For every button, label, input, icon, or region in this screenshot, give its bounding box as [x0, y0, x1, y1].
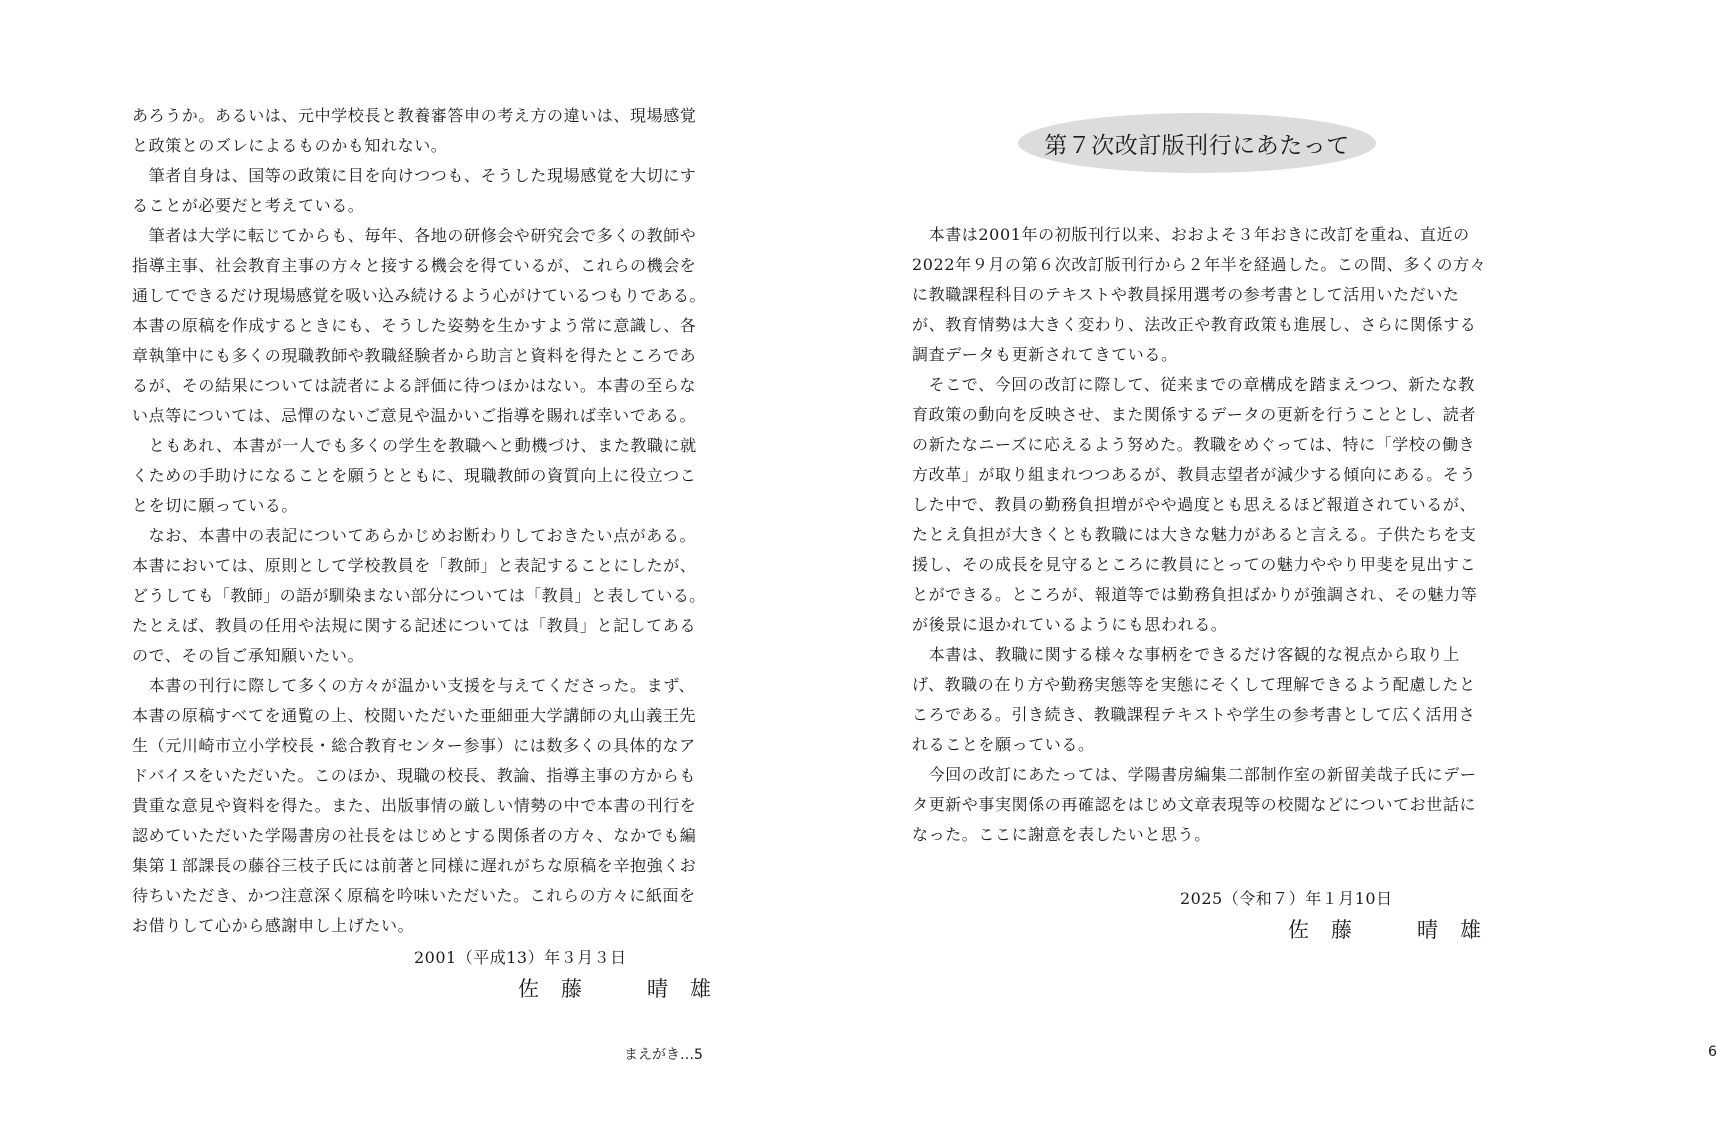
section-heading: 第７次改訂版刊行にあたって: [1044, 132, 1350, 159]
text-line: 本書においては、原則として学校教員を「教師」と表記することにしたが、: [132, 556, 697, 575]
text-line: そこで、今回の改訂に際して、従来までの章構成を踏まえつつ、新たな教: [912, 375, 1475, 394]
text-line: 章執筆中にも多くの現職教師や教職経験者から助言と資料を得たところであ: [132, 346, 697, 365]
text-line: 貴重な意見や資料を得た。また、出版事情の厳しい情勢の中で本書の刊行を: [132, 796, 697, 815]
text-line: ので、その旨ご承知願いたい。: [132, 646, 365, 665]
text-line: ることが必要だと考えている。: [132, 196, 365, 215]
text-line: 生（元川崎市立小学校長・総合教育センター参事）には数多くの具体的なア: [132, 736, 696, 755]
text-line: 調査データも更新されてきている。: [912, 345, 1178, 364]
right-page: [800, 0, 1717, 1130]
text-line: なお、本書中の表記についてあらかじめお断わりしておきたい点がある。: [132, 526, 697, 545]
text-line: 育政策の動向を反映させ、また関係するデータの更新を行うこととし、読者: [912, 405, 1476, 424]
text-line: お借りして心から感謝申し上げたい。: [132, 916, 415, 935]
text-line: 本書は2001年の初版刊行以来、おおよそ３年おきに改訂を重ね、直近の: [912, 225, 1470, 244]
text-line: が後景に退かれているようにも思われる。: [912, 615, 1228, 634]
text-line: 今回の改訂にあたっては、学陽書房編集二部制作室の新留美哉子氏にデー: [912, 765, 1477, 784]
text-line: 2022年９月の第６次改訂版刊行から２年半を経過した。この間、多くの方々: [912, 255, 1487, 274]
text-line: ともあれ、本書が一人でも多くの学生を教職へと動機づけ、また教職に就: [132, 436, 697, 455]
text-line: とを切に願っている。: [132, 496, 299, 515]
text-line: 本書の原稿すべてを通覧の上、校閲いただいた亜細亜大学講師の丸山義王先: [132, 706, 697, 725]
text-line: が、教育情勢は大きく変わり、法改正や教育政策も進展し、さらに関係する: [912, 315, 1477, 334]
text-line: たとえ負担が大きくとも教職には大きな魅力があると言える。子供たちを支: [912, 525, 1477, 544]
right-page-date: 2025（令和７）年１月10日: [1180, 889, 1393, 908]
text-line: と政策とのズレによるものかも知れない。: [132, 136, 448, 155]
left-page-date: 2001（平成13）年３月３日: [414, 948, 627, 967]
text-line: ころである。引き続き、教職課程テキストや学生の参考書として広く活用さ: [912, 705, 1476, 724]
text-line: 集第１部課長の藤谷三枝子氏には前著と同様に遅れがちな原稿を辛抱強くお: [132, 856, 697, 875]
right-page-author: 佐藤 晴雄: [1288, 918, 1503, 942]
right-page-body: [912, 220, 1487, 850]
left-page-author: 佐藤 晴雄: [518, 977, 733, 1001]
text-line: に教職課程科目のテキストや教員採用選考の参考書として活用いただいた: [912, 285, 1460, 304]
text-line: なった。ここに謝意を表したいと思う。: [912, 825, 1211, 844]
text-line: 本書の刊行に際して多くの方々が温かい支援を与えてくださった。まず、: [132, 676, 696, 695]
text-line: 待ちいただき、かつ注意深く原稿を吟味いただいた。これらの方々に紙面を: [132, 886, 696, 905]
text-line: の新たなニーズに応えるよう努めた。教職をめぐっては、特に「学校の働き: [912, 435, 1476, 454]
text-line: 認めていただいた学陽書房の社長をはじめとする関係者の方々、なかでも編: [132, 826, 697, 845]
text-line: るが、その結果については読者による評価に待つほかはない。本書の至らな: [132, 376, 697, 395]
left-page-folio: まえがき…5: [624, 1047, 703, 1063]
section-heading-badge: [1018, 113, 1376, 173]
text-line: 本書の原稿を作成するときにも、そうした姿勢を生かすよう常に意識し、各: [132, 316, 697, 335]
text-line: ドバイスをいただいた。このほか、現職の校長、教論、指導主事の方からも: [132, 766, 696, 785]
text-line: 筆者は大学に転じてからも、毎年、各地の研修会や研究会で多くの教師や: [132, 226, 697, 245]
text-line: たとえば、教員の任用や法規に関する記述については「教員」と記してある: [132, 616, 697, 635]
text-line: あろうか。あるいは、元中学校長と教養審答申の考え方の違いは、現場感覚: [132, 106, 697, 125]
text-line: くための手助けになることを願うとともに、現職教師の資質向上に役立つこ: [132, 466, 697, 485]
text-line: 指導主事、社会教育主事の方々と接する機会を得ているが、これらの機会を: [132, 256, 697, 275]
right-page-folio: 6: [1708, 1044, 1717, 1060]
text-line: い点等については、忌憚のないご意見や温かいご指導を賜れば幸いである。: [132, 406, 697, 425]
text-line: 援し、その成長を見守るところに教員にとっての魅力ややり甲斐を見出すこ: [912, 555, 1477, 574]
text-line: 通してできるだけ現場感覚を吸い込み続けるよう心がけているつもりである。: [132, 286, 706, 305]
text-line: タ更新や事実関係の再確認をはじめ文章表現等の校閲などについてお世話に: [912, 795, 1477, 814]
text-line: げ、教職の在り方や勤務実態等を実態にそくして理解できるよう配慮したと: [912, 675, 1476, 694]
left-page: [0, 0, 800, 1130]
text-line: とができる。ところが、報道等では勤務負担ばかりが強調され、その魅力等: [912, 585, 1478, 604]
text-line: 筆者自身は、国等の政策に目を向けつつも、そうした現場感覚を大切にす: [132, 166, 697, 185]
left-page-body: [132, 101, 707, 941]
text-line: れることを願っている。: [912, 735, 1095, 754]
text-line: 方改革」が取り組まれつつあるが、教員志望者が減少する傾向にある。そう: [912, 465, 1477, 484]
text-line: どうしても「教師」の語が馴染まない部分については「教員」と表している。: [132, 586, 706, 605]
text-line: した中で、教員の勤務負担増がやや過度とも思えるほど報道されているが、: [912, 495, 1477, 514]
text-line: 本書は、教職に関する様々な事柄をできるだけ客観的な視点から取り上: [912, 645, 1460, 664]
